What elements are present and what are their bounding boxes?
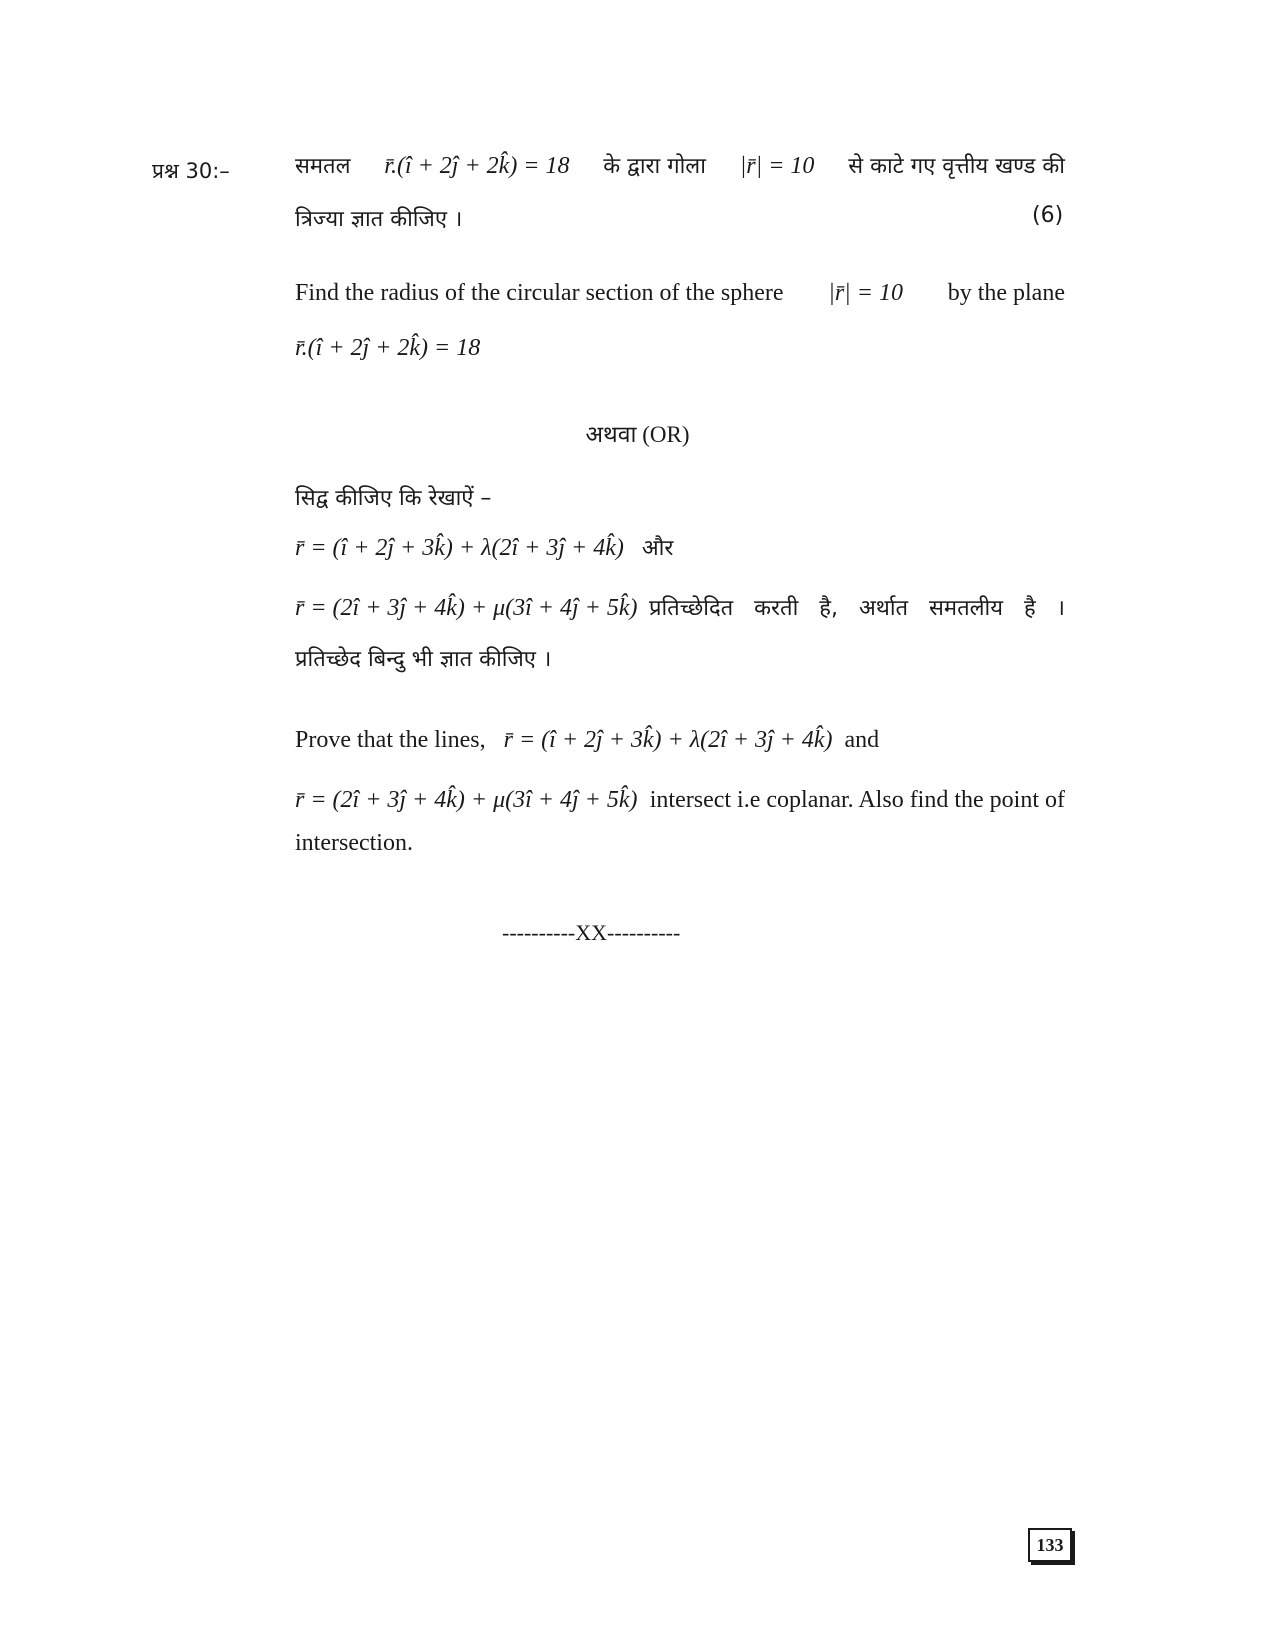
sphere-equation: |r̄| = 10 [739,153,815,179]
question-hindi-line-1 [295,150,1065,180]
alt-line-2-equation: r̄ = (2î + 3ĵ + 4k̂) + μ(3î + 4ĵ + 5k̂) [295,595,638,621]
alt-line-1 [295,532,673,562]
marks: (6) [1032,203,1064,228]
alt-english-line-1-equation: r̄ = (î + 2ĵ + 3k̂) + λ(2î + 3ĵ + 4k̂) [503,727,833,753]
english-text-find: Find the radius of the circular section of the sphere [295,280,784,306]
page-number: 133 [1028,1528,1072,1562]
question-english-line-1 [295,280,1065,307]
alt-english-line-2-equation: r̄ = (2î + 3ĵ + 4k̂) + μ(3î + 4ĵ + 5k̂) [295,787,638,813]
alt-english-line-1 [295,727,879,754]
english-text-by-plane: by the plane [947,280,1065,306]
alt-english-line-2-suffix: intersect i.e coplanar. Also find the point of [649,787,1065,813]
alt-line-1-equation: r̄ = (î + 2ĵ + 3k̂) + λ(2î + 3ĵ + 4k̂) [295,535,624,561]
alt-hindi-intro: सिद्व कीजिए कि रेखाऐं – [295,486,492,511]
english-plane-equation: r̄.(î + 2ĵ + 2k̂) = 18 [295,335,481,361]
alt-line-2-suffix: प्रतिच्छेदित करती है, अर्थात समतलीय है । [648,596,1065,621]
question-hindi-line-2: त्रिज्या ज्ञात कीजिए । [295,207,463,232]
hindi-text-sphere: के द्वारा गोला [603,154,706,179]
alt-english-last: intersection. [295,830,413,856]
plane-equation: r̄.(î + 2ĵ + 2k̂) = 18 [384,153,570,179]
alt-line-1-suffix: और [641,536,674,561]
alt-english-line-2 [295,787,1065,814]
question-number: प्रश्न 30:– [152,159,230,183]
end-marker: ----------XX---------- [502,920,681,945]
alt-english-and: and [844,727,880,753]
alt-english-prefix: Prove that the lines, [295,727,486,753]
hindi-text-plane: समतल [295,154,351,179]
alt-hindi-last: प्रतिच्छेद बिन्दु भी ज्ञात कीजिए । [295,647,552,672]
hindi-text-section: से काटे गए वृत्तीय खण्ड की [848,154,1065,179]
alt-line-2 [295,592,1065,622]
english-sphere-equation: |r̄| = 10 [828,280,903,306]
or-separator: अथवा (OR) [585,422,690,447]
